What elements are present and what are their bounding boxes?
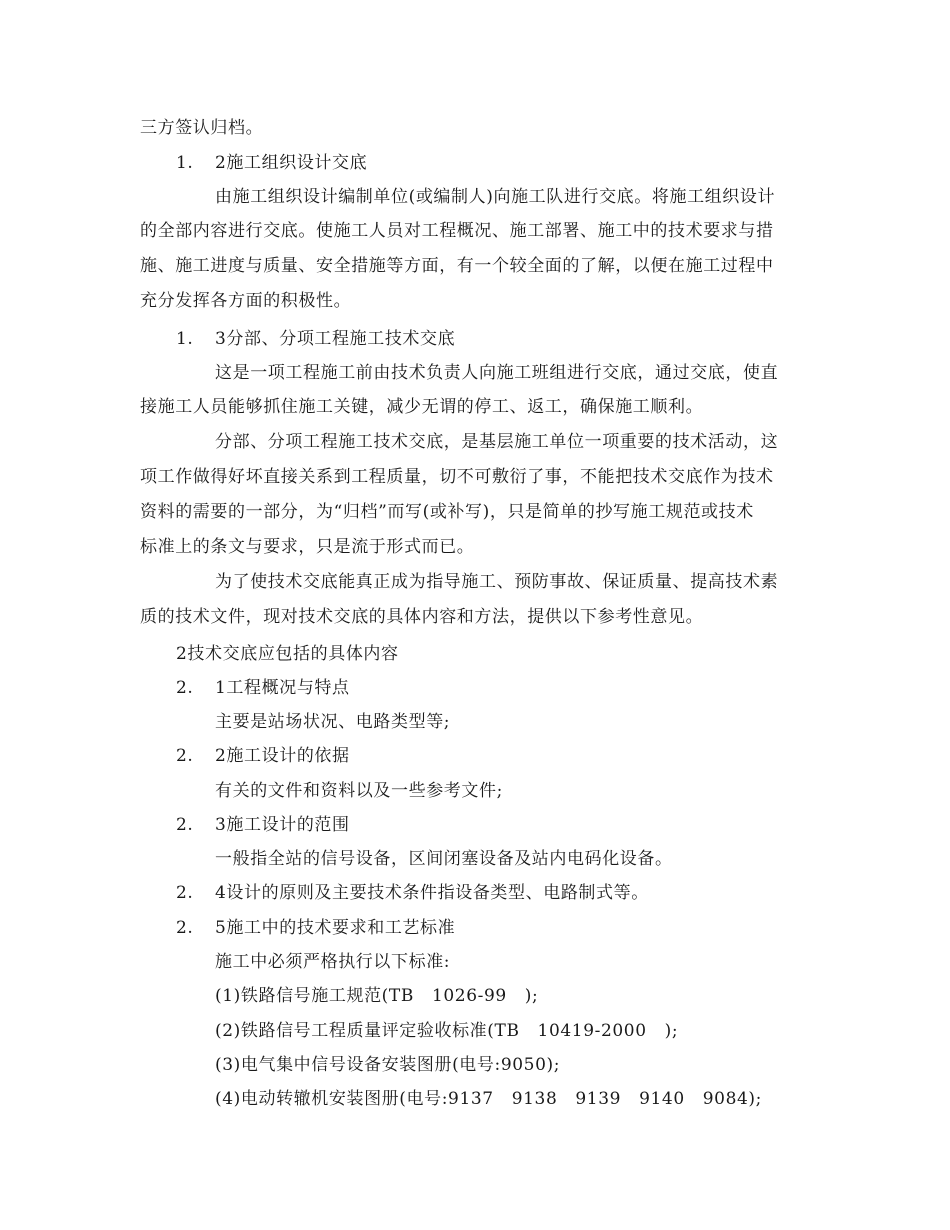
text-line: 标准上的条文与要求，只是流于形式而已。 bbox=[140, 537, 475, 557]
section-heading: 2施工设计的依据 bbox=[215, 746, 350, 766]
list-item: (4)电动转辙机安装图册(电号:9137 9138 9139 9140 9084); bbox=[215, 1089, 762, 1109]
section-number: 2. bbox=[176, 678, 194, 698]
section-heading: 5施工中的技术要求和工艺标准 bbox=[215, 918, 456, 938]
section-number: 1. bbox=[176, 153, 194, 173]
list-item: (1)铁路信号施工规范(TB 1026-99 ); bbox=[215, 986, 539, 1006]
text-line: 由施工组织设计编制单位(或编制人)向施工队进行交底。将施工组织设计 bbox=[215, 187, 776, 207]
section-number: 2. bbox=[176, 746, 194, 766]
text-line: 项工作做得好坏直接关系到工程质量，切不可敷衍了事，不能把技术交底作为技术 bbox=[140, 467, 774, 487]
text-line: 分部、分项工程施工技术交底，是基层施工单位一项重要的技术活动，这 bbox=[215, 432, 779, 452]
text-line: 资料的需要的一部分，为“归档”而写(或补写)，只是简单的抄写施工规范或技术 bbox=[140, 502, 754, 522]
text-line: 施工中必须严格执行以下标准: bbox=[215, 952, 451, 972]
text-line: 施、施工进度与质量、安全措施等方面，有一个较全面的了解，以便在施工过程中 bbox=[140, 256, 774, 276]
text-line: 主要是站场状况、电路类型等; bbox=[215, 712, 451, 732]
section-number: 2. bbox=[176, 883, 194, 903]
text-line: 质的技术文件，现对技术交底的具体内容和方法，提供以下参考性意见。 bbox=[140, 607, 704, 627]
text-line: 这是一项工程施工前由技术负责人向施工班组进行交底，通过交底，使直 bbox=[215, 363, 779, 383]
section-heading: 4设计的原则及主要技术条件指设备类型、电路制式等。 bbox=[215, 883, 649, 903]
list-item: (2)铁路信号工程质量评定验收标准(TB 10419-2000 ); bbox=[215, 1021, 679, 1041]
section-heading: 3施工设计的范围 bbox=[215, 815, 350, 835]
list-item: (3)电气集中信号设备安装图册(电号:9050); bbox=[215, 1055, 561, 1075]
text-line: 三方签认归档。 bbox=[140, 118, 264, 138]
section-number: 1. bbox=[176, 329, 194, 349]
text-line: 一般指全站的信号设备，区间闭塞设备及站内电码化设备。 bbox=[215, 849, 673, 869]
section-heading: 2技术交底应包括的具体内容 bbox=[176, 644, 399, 664]
text-line: 为了使技术交底能真正成为指导施工、预防事故、保证质量、提高技术素 bbox=[215, 572, 779, 592]
text-line: 有关的文件和资料以及一些参考文件; bbox=[215, 781, 503, 801]
section-heading: 3分部、分项工程施工技术交底 bbox=[215, 329, 456, 349]
section-number: 2. bbox=[176, 918, 194, 938]
section-number: 2. bbox=[176, 815, 194, 835]
section-heading: 1工程概况与特点 bbox=[215, 678, 350, 698]
text-line: 充分发挥各方面的积极性。 bbox=[140, 291, 352, 311]
text-line: 接施工人员能够抓住施工关键，减少无谓的停工、返工，确保施工顺利。 bbox=[140, 397, 704, 417]
text-line: 的全部内容进行交底。使施工人员对工程概况、施工部署、施工中的技术要求与措 bbox=[140, 221, 774, 241]
section-heading: 2施工组织设计交底 bbox=[215, 153, 368, 173]
